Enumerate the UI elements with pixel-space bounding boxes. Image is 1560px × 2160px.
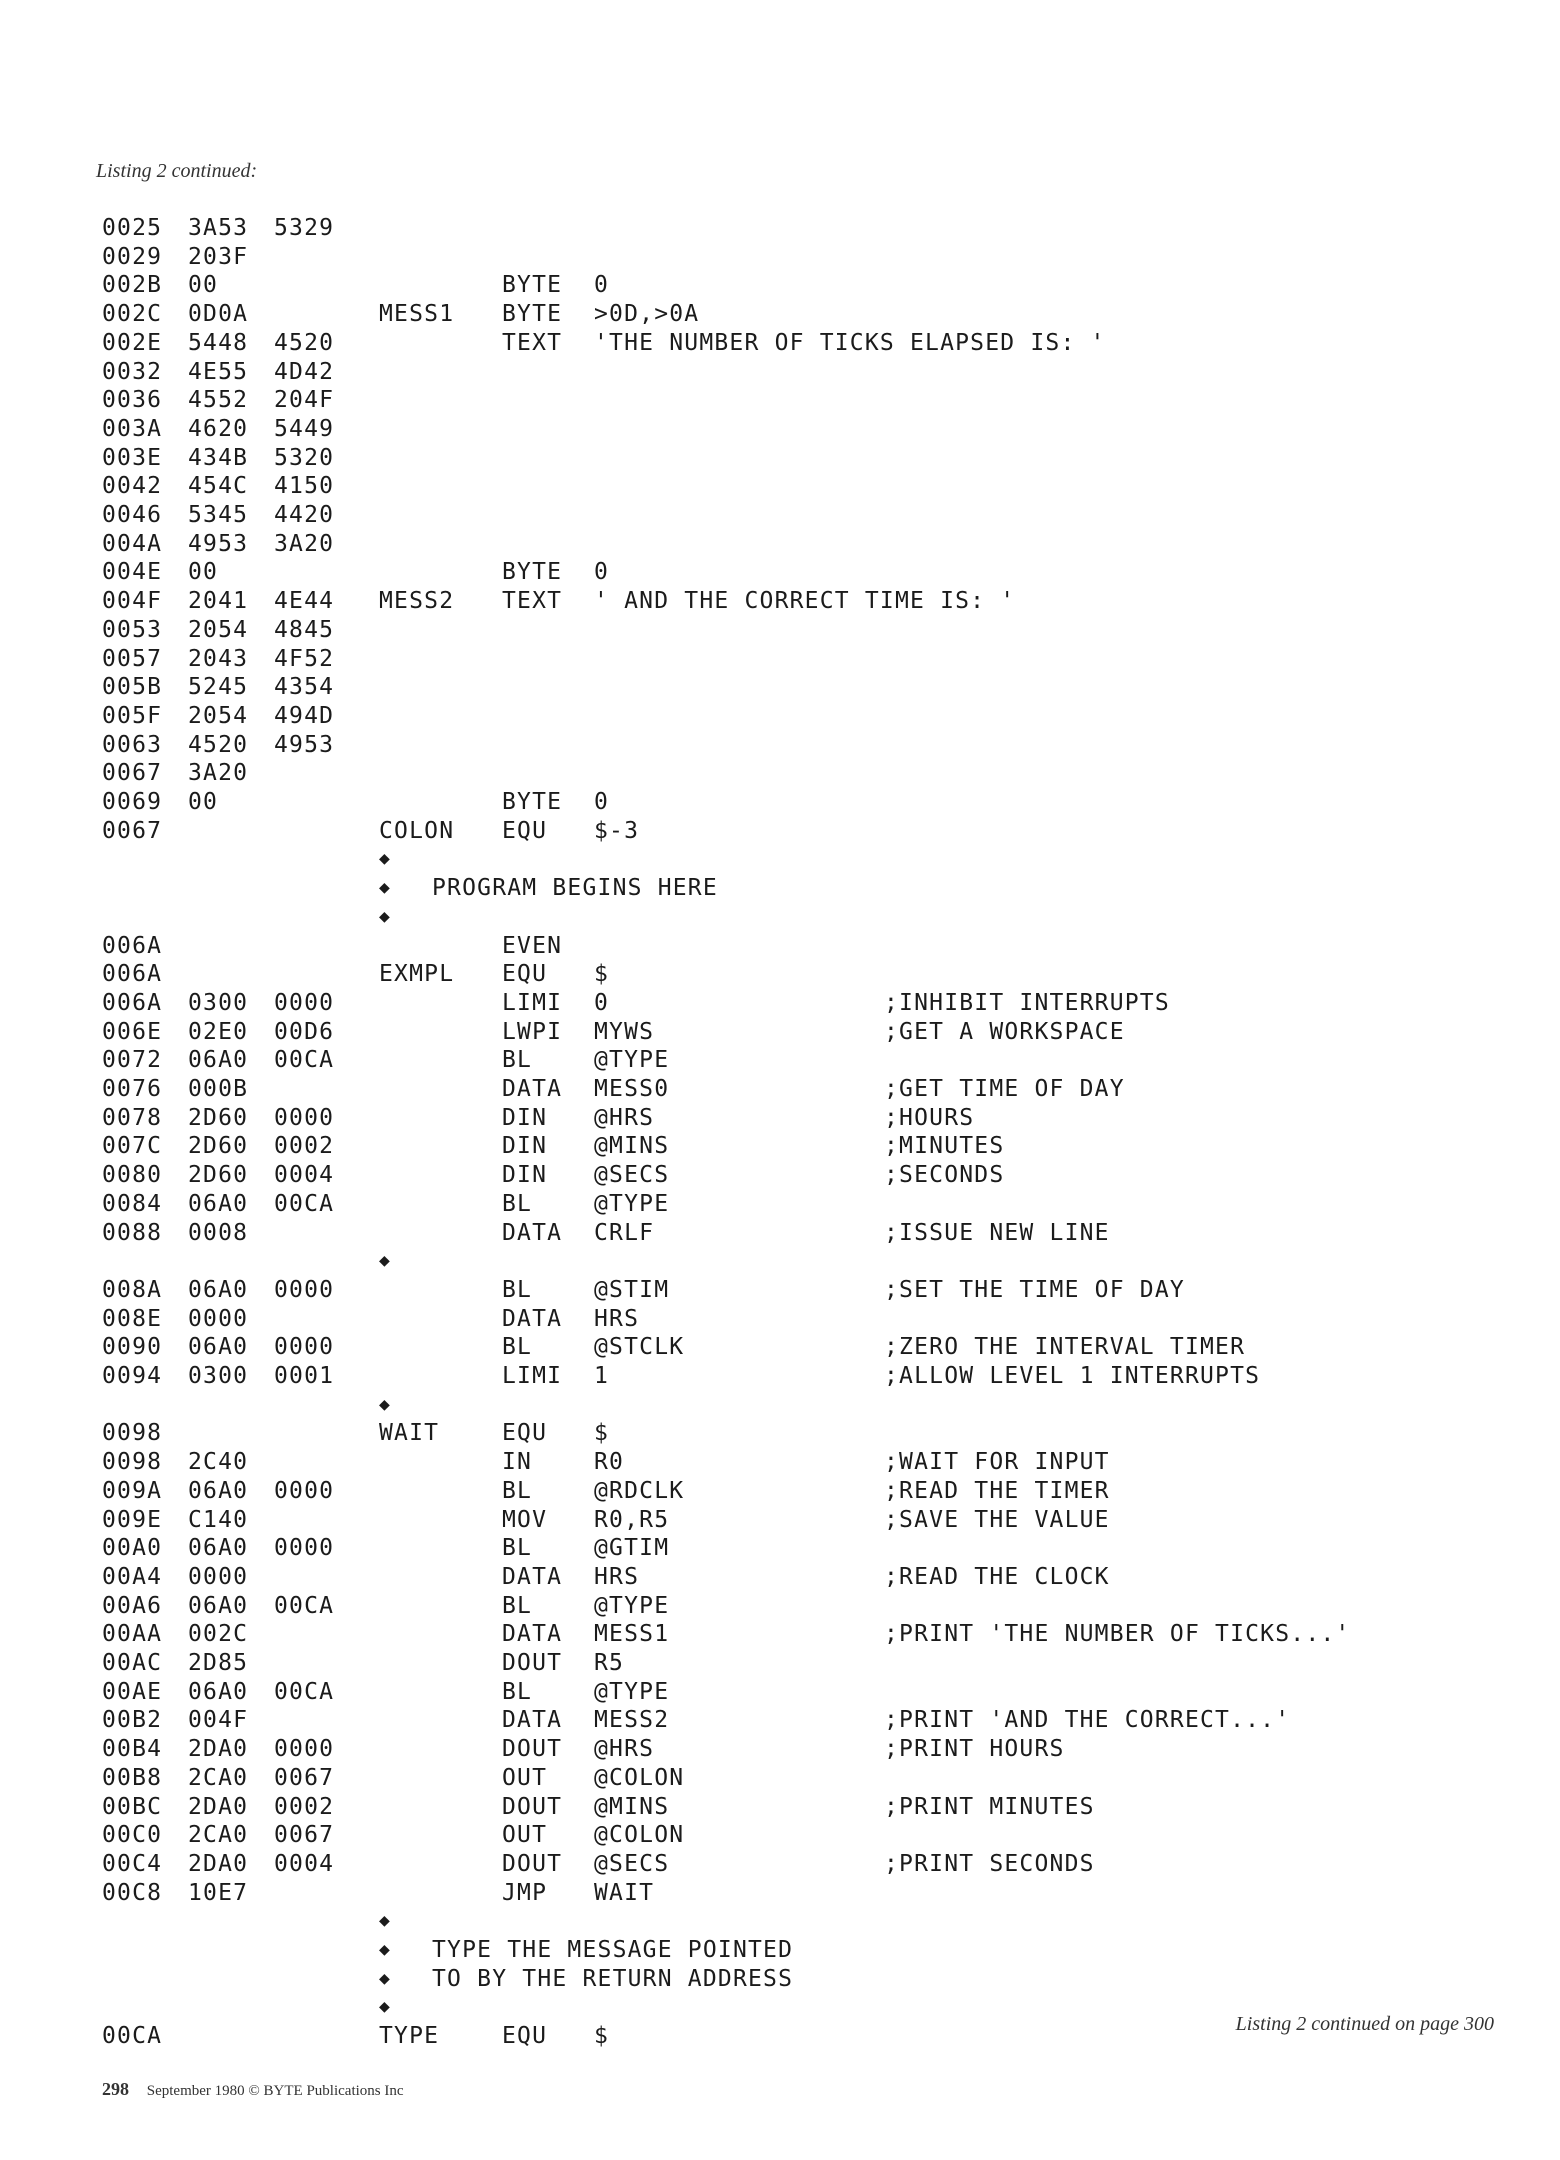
code-word1: 10E7 [188, 1879, 249, 1906]
code-word2: 5320 [274, 444, 335, 471]
code-word1: 004F [188, 1707, 249, 1734]
code-address: 0036 [102, 387, 163, 414]
code-opcode: BL [502, 1535, 533, 1562]
code-word2: 00D6 [274, 1018, 335, 1045]
code-opcode: DATA [502, 1305, 563, 1332]
code-opcode: DOUT [502, 1736, 563, 1763]
code-word1: 2D60 [188, 1162, 249, 1189]
code-address: 00AE [102, 1678, 163, 1705]
code-word1: 06A0 [188, 1477, 249, 1504]
code-comment: ;INHIBIT INTERRUPTS [884, 989, 1170, 1016]
code-word2: 0000 [274, 1104, 335, 1131]
code-operand: @TYPE [594, 1678, 670, 1705]
code-opcode: BL [502, 1592, 533, 1619]
code-address: 0053 [102, 616, 163, 643]
code-address: 0084 [102, 1190, 163, 1217]
code-operand: 0 [594, 559, 610, 586]
code-word2: 0000 [274, 1535, 335, 1562]
code-opcode: MOV [502, 1506, 548, 1533]
code-word1: 06A0 [188, 1592, 249, 1619]
code-operand: @SECS [594, 1162, 670, 1189]
code-word2: 3A20 [274, 530, 335, 557]
code-opcode: BYTE [502, 559, 563, 586]
code-word1: 06A0 [188, 1190, 249, 1217]
code-word2: 4E44 [274, 588, 335, 615]
code-word2: 0002 [274, 1133, 335, 1160]
code-opcode: OUT [502, 1764, 548, 1791]
code-word2: 0000 [274, 1334, 335, 1361]
code-label: MESS2 [379, 588, 455, 615]
code-word2: 0067 [274, 1822, 335, 1849]
code-comment: ;GET A WORKSPACE [884, 1018, 1125, 1045]
code-word2: 4845 [274, 616, 335, 643]
code-address: 0032 [102, 358, 163, 385]
code-opcode: DATA [502, 1563, 563, 1590]
code-opcode: DOUT [502, 1650, 563, 1676]
code-address: 007C [102, 1133, 163, 1160]
code-word1: 0300 [188, 989, 249, 1016]
code-opcode: JMP [502, 1879, 548, 1906]
code-address: 002B [102, 272, 163, 299]
code-operand: @TYPE [594, 1190, 670, 1217]
code-word2: 4520 [274, 329, 335, 356]
code-word1: 002C [188, 1621, 249, 1648]
code-opcode: LIMI [502, 989, 563, 1016]
code-operand: R5 [594, 1650, 625, 1676]
code-operand: ' AND THE CORRECT TIME IS: ' [594, 588, 1016, 615]
code-opcode: EQU [502, 2023, 548, 2050]
code-operand: @STCLK [594, 1334, 685, 1361]
code-operand: MESS2 [594, 1707, 670, 1734]
code-operand: 0 [594, 789, 610, 815]
code-section-comment: TO BY THE RETURN ADDRESS [432, 1965, 794, 1992]
code-word2: 0000 [274, 989, 335, 1016]
code-opcode: TEXT [502, 329, 563, 356]
code-word1: 0D0A [188, 301, 249, 328]
code-word1: C140 [188, 1506, 249, 1533]
code-separator-diamond: ◆ [379, 1967, 392, 1989]
code-word1: 2043 [188, 645, 249, 672]
code-operand: @MINS [594, 1133, 670, 1160]
code-opcode: OUT [502, 1822, 548, 1849]
code-operand: @COLON [594, 1764, 685, 1791]
code-word1: 0000 [188, 1305, 249, 1332]
code-operand: @HRS [594, 1736, 655, 1763]
code-label: EXMPL [379, 961, 455, 988]
code-comment: ;ISSUE NEW LINE [884, 1219, 1110, 1246]
code-comment: ;ALLOW LEVEL 1 INTERRUPTS [884, 1363, 1261, 1389]
code-word2: 5329 [274, 215, 335, 241]
code-comment: ;PRINT HOURS [884, 1736, 1065, 1763]
code-comment: ;ZERO THE INTERVAL TIMER [884, 1334, 1246, 1361]
code-word1: 2054 [188, 616, 249, 643]
code-address: 009E [102, 1506, 163, 1533]
code-operand: >0D,>0A [594, 301, 700, 328]
code-word2: 0004 [274, 1850, 335, 1877]
code-operand: @COLON [594, 1822, 685, 1849]
code-opcode: DIN [502, 1133, 548, 1160]
code-word1: 06A0 [188, 1047, 249, 1074]
code-label: COLON [379, 817, 455, 844]
code-label: MESS1 [379, 301, 455, 328]
code-separator-diamond: ◆ [379, 1939, 392, 1960]
code-comment: ;PRINT SECONDS [884, 1850, 1095, 1877]
code-address: 002C [102, 301, 163, 328]
code-opcode: DATA [502, 1621, 563, 1648]
code-address: 0042 [102, 473, 163, 500]
code-opcode: IN [502, 1449, 533, 1476]
code-word1: 00 [188, 789, 219, 815]
code-word2: 4F52 [274, 645, 335, 672]
code-address: 006A [102, 932, 163, 959]
code-address: 00AC [102, 1650, 163, 1676]
code-operand: 1 [594, 1363, 610, 1389]
code-opcode: BL [502, 1190, 533, 1217]
code-operand: $ [594, 1420, 610, 1447]
code-operand: HRS [594, 1305, 640, 1332]
code-address: 00C8 [102, 1879, 163, 1906]
code-operand: HRS [594, 1563, 640, 1590]
code-address: 0067 [102, 817, 163, 844]
code-label: WAIT [379, 1420, 440, 1447]
code-word1: 2DA0 [188, 1736, 249, 1763]
code-word1: 06A0 [188, 1276, 249, 1303]
code-word1: 0000 [188, 1563, 249, 1590]
code-comment: ;SAVE THE VALUE [884, 1506, 1110, 1533]
code-operand: @HRS [594, 1104, 655, 1131]
code-word1: 5345 [188, 502, 249, 528]
code-word2: 00CA [274, 1592, 335, 1619]
code-address: 005B [102, 674, 163, 701]
code-word2: 00CA [274, 1047, 335, 1074]
code-comment: ;PRINT 'THE NUMBER OF TICKS...' [884, 1621, 1351, 1648]
code-word1: 2CA0 [188, 1764, 249, 1791]
code-word1: 4E55 [188, 358, 249, 385]
code-opcode: BYTE [502, 272, 563, 299]
code-address: 0067 [102, 760, 163, 787]
publication-credit: September 1980 © BYTE Publications Inc [146, 2083, 404, 2099]
code-word2: 4420 [274, 502, 335, 528]
code-address: 003E [102, 444, 163, 471]
code-word2: 204F [274, 387, 335, 414]
code-word1: 2C40 [188, 1449, 249, 1476]
continuation-note: Listing 2 continued on page 300 [1235, 2013, 1494, 2035]
code-operand: $ [594, 961, 610, 988]
code-operand: $ [594, 2023, 610, 2050]
code-address: 0098 [102, 1449, 163, 1476]
code-opcode: DOUT [502, 1850, 563, 1877]
code-operand: @STIM [594, 1276, 670, 1303]
code-word1: 00 [188, 272, 219, 299]
code-address: 00A6 [102, 1592, 163, 1619]
code-word1: 2041 [188, 588, 249, 615]
code-separator-diamond: ◆ [379, 1996, 392, 2018]
code-address: 0069 [102, 789, 163, 815]
code-operand: MESS0 [594, 1076, 670, 1102]
code-separator-diamond: ◆ [379, 848, 392, 870]
code-operand: CRLF [594, 1219, 655, 1246]
code-word1: 2D60 [188, 1133, 249, 1160]
code-operand: @TYPE [594, 1592, 670, 1619]
code-comment: ;SET THE TIME OF DAY [884, 1276, 1185, 1303]
code-address: 002E [102, 329, 163, 356]
code-address: 0057 [102, 645, 163, 672]
code-word1: 454C [188, 473, 249, 500]
code-opcode: LWPI [502, 1018, 563, 1045]
code-address: 00B2 [102, 1707, 163, 1734]
code-separator-diamond: ◆ [379, 905, 392, 927]
code-operand: MYWS [594, 1018, 655, 1045]
code-word2: 4D42 [274, 358, 335, 385]
code-address: 0063 [102, 731, 163, 758]
code-opcode: BL [502, 1047, 533, 1074]
code-opcode: TEXT [502, 588, 563, 615]
code-operand: 'THE NUMBER OF TICKS ELAPSED IS: ' [594, 329, 1106, 356]
code-opcode: BL [502, 1276, 533, 1303]
code-operand: @GTIM [594, 1535, 670, 1562]
code-word1: 4620 [188, 415, 249, 442]
code-comment: ;WAIT FOR INPUT [884, 1449, 1110, 1476]
code-address: 00C4 [102, 1850, 163, 1877]
code-address: 006A [102, 961, 163, 988]
code-address: 00C0 [102, 1822, 163, 1849]
code-comment: ;READ THE TIMER [884, 1477, 1110, 1504]
code-address: 0078 [102, 1104, 163, 1131]
code-word1: 0008 [188, 1219, 249, 1246]
code-address: 009A [102, 1477, 163, 1504]
code-address: 00B4 [102, 1736, 163, 1763]
code-word1: 3A53 [188, 215, 249, 241]
code-word2: 00CA [274, 1190, 335, 1217]
code-address: 0072 [102, 1047, 163, 1074]
code-address: 0080 [102, 1162, 163, 1189]
code-word1: 4520 [188, 731, 249, 758]
code-address: 0025 [102, 215, 163, 241]
code-word1: 00 [188, 559, 219, 586]
code-word2: 4150 [274, 473, 335, 500]
code-word1: 2D60 [188, 1104, 249, 1131]
code-opcode: BL [502, 1477, 533, 1504]
code-word2: 0001 [274, 1363, 335, 1389]
code-word2: 0067 [274, 1764, 335, 1791]
code-operand: R0 [594, 1449, 625, 1476]
code-comment: ;PRINT MINUTES [884, 1793, 1095, 1820]
code-opcode: EVEN [502, 932, 563, 959]
code-operand: 0 [594, 989, 610, 1016]
code-word2: 0000 [274, 1477, 335, 1504]
code-word2: 0000 [274, 1276, 335, 1303]
code-word1: 000B [188, 1076, 249, 1102]
code-comment: ;MINUTES [884, 1133, 1005, 1160]
code-word1: 2DA0 [188, 1793, 249, 1820]
code-address: 0046 [102, 502, 163, 528]
code-comment: ;READ THE CLOCK [884, 1563, 1110, 1590]
code-address: 006A [102, 989, 163, 1016]
code-word1: 06A0 [188, 1535, 249, 1562]
code-word2: 4953 [274, 731, 335, 758]
code-opcode: EQU [502, 817, 548, 844]
code-address: 0094 [102, 1363, 163, 1389]
code-address: 008A [102, 1276, 163, 1303]
code-separator-diamond: ◆ [379, 877, 392, 899]
code-address: 00AA [102, 1621, 163, 1648]
code-opcode: BYTE [502, 789, 563, 815]
code-word2: 5449 [274, 415, 335, 442]
code-operand: @MINS [594, 1793, 670, 1820]
code-word1: 2D85 [188, 1650, 249, 1676]
code-word1: 4953 [188, 530, 249, 557]
code-address: 0088 [102, 1219, 163, 1246]
code-operand: R0,R5 [594, 1506, 670, 1533]
code-word1: 2054 [188, 702, 249, 729]
code-address: 00A0 [102, 1535, 163, 1562]
code-comment: ;HOURS [884, 1104, 975, 1131]
code-word1: 434B [188, 444, 249, 471]
code-operand: @SECS [594, 1850, 670, 1877]
code-operand: @RDCLK [594, 1477, 685, 1504]
code-word2: 4354 [274, 674, 335, 701]
code-word2: 494D [274, 702, 335, 729]
code-word1: 0300 [188, 1363, 249, 1389]
code-operand: 0 [594, 272, 610, 299]
code-separator-diamond: ◆ [379, 1910, 392, 1932]
code-word1: 203F [188, 243, 249, 270]
code-address: 00CA [102, 2023, 163, 2050]
code-opcode: LIMI [502, 1363, 563, 1389]
code-label: TYPE [379, 2023, 440, 2050]
code-address: 004F [102, 588, 163, 615]
code-word2: 0002 [274, 1793, 335, 1820]
listing-caption: Listing 2 continued: [96, 160, 258, 182]
code-opcode: EQU [502, 961, 548, 988]
code-word1: 2CA0 [188, 1822, 249, 1849]
code-address: 0029 [102, 243, 163, 270]
page-footer [102, 2079, 404, 2100]
code-opcode: BL [502, 1678, 533, 1705]
code-opcode: EQU [502, 1420, 548, 1447]
code-address: 003A [102, 415, 163, 442]
code-opcode: DATA [502, 1219, 563, 1246]
code-address: 00BC [102, 1793, 163, 1820]
code-word1: 4552 [188, 387, 249, 414]
code-word1: 5448 [188, 329, 249, 356]
page-number: 298 [102, 2079, 129, 2099]
code-word1: 2DA0 [188, 1850, 249, 1877]
code-address: 006E [102, 1018, 163, 1045]
code-address: 0090 [102, 1334, 163, 1361]
code-section-comment: TYPE THE MESSAGE POINTED [432, 1937, 794, 1963]
code-address: 00B8 [102, 1764, 163, 1791]
code-opcode: DIN [502, 1104, 548, 1131]
code-opcode: BYTE [502, 301, 563, 328]
code-address: 00A4 [102, 1563, 163, 1590]
code-operand: MESS1 [594, 1621, 670, 1648]
code-operand: @TYPE [594, 1047, 670, 1074]
code-word1: 02E0 [188, 1018, 249, 1045]
code-address: 004E [102, 559, 163, 586]
code-opcode: DOUT [502, 1793, 563, 1820]
code-opcode: DATA [502, 1076, 563, 1102]
code-word2: 00CA [274, 1678, 335, 1705]
code-word1: 06A0 [188, 1334, 249, 1361]
code-word2: 0000 [274, 1736, 335, 1763]
code-word1: 3A20 [188, 760, 249, 787]
code-address: 008E [102, 1305, 163, 1332]
code-address: 0076 [102, 1076, 163, 1102]
code-comment: ;PRINT 'AND THE CORRECT...' [884, 1707, 1291, 1734]
code-word1: 5245 [188, 674, 249, 701]
code-separator-diamond: ◆ [379, 1393, 392, 1415]
code-address: 0098 [102, 1420, 163, 1447]
code-section-comment: PROGRAM BEGINS HERE [432, 875, 718, 902]
code-address: 004A [102, 530, 163, 557]
code-operand: $-3 [594, 817, 640, 844]
code-comment: ;SECONDS [884, 1162, 1005, 1189]
code-opcode: BL [502, 1334, 533, 1361]
code-operand: WAIT [594, 1879, 655, 1906]
code-opcode: DATA [502, 1707, 563, 1734]
code-comment: ;GET TIME OF DAY [884, 1076, 1125, 1102]
code-word2: 0004 [274, 1162, 335, 1189]
code-word1: 06A0 [188, 1678, 249, 1705]
code-address: 005F [102, 702, 163, 729]
code-separator-diamond: ◆ [379, 1250, 392, 1272]
code-opcode: DIN [502, 1162, 548, 1189]
